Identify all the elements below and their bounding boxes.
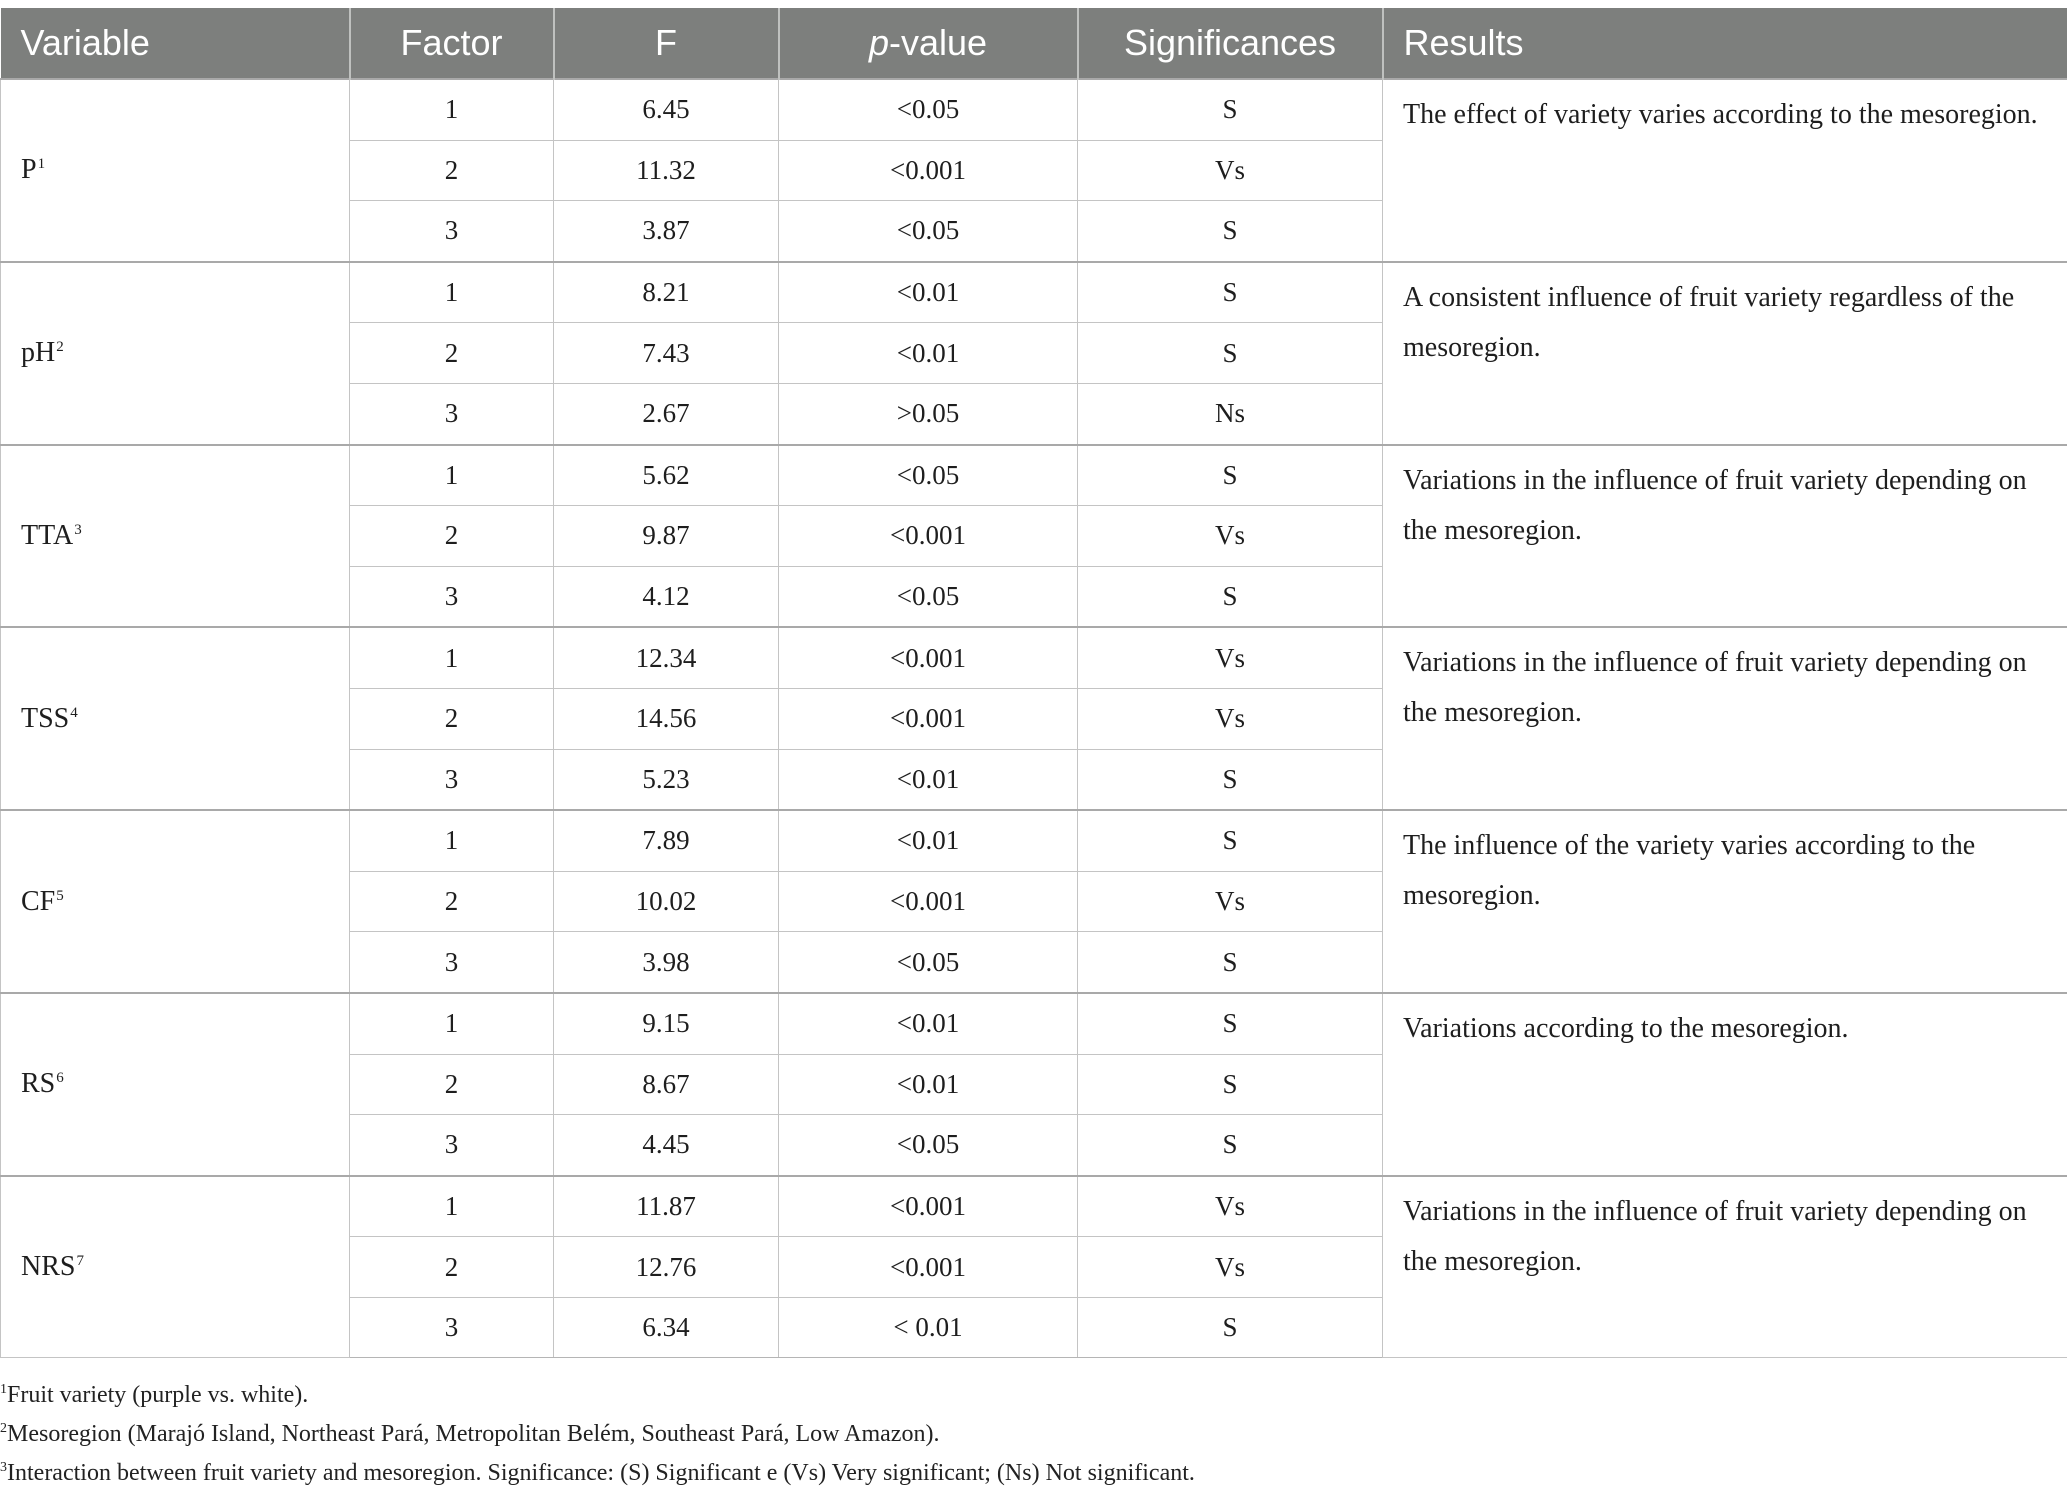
cell-f-value: 6.34: [554, 1297, 779, 1358]
cell-significance: Vs: [1078, 871, 1383, 932]
cell-factor: 3: [350, 383, 554, 444]
cell-factor: 3: [350, 201, 554, 262]
cell-factor: 1: [350, 627, 554, 688]
variable-name: NRS: [21, 1251, 76, 1283]
cell-f-value: 9.87: [554, 506, 779, 567]
cell-p-value: <0.05: [779, 79, 1078, 140]
header-significances: Significances: [1078, 8, 1383, 79]
variable-footnote-mark: 5: [56, 887, 64, 904]
cell-factor: 2: [350, 506, 554, 567]
variable-name: TSS: [21, 702, 70, 734]
cell-f-value: 5.62: [554, 445, 779, 506]
variable-footnote-mark: 3: [74, 521, 82, 538]
cell-p-value: <0.05: [779, 932, 1078, 993]
cell-significance: Vs: [1078, 1237, 1383, 1298]
cell-f-value: 7.43: [554, 323, 779, 384]
cell-p-value: <0.001: [779, 1176, 1078, 1237]
cell-factor: 1: [350, 262, 554, 323]
cell-p-value: <0.05: [779, 1115, 1078, 1176]
cell-p-value: <0.001: [779, 1237, 1078, 1298]
footnote-text: Interaction between fruit variety and mesoregion. Significance: (S) Significant e (Vs) Very significant; (Ns) Not significant.: [7, 1460, 1195, 1487]
table-row: [1, 445, 2067, 506]
cell-p-value: <0.01: [779, 810, 1078, 871]
cell-factor: 2: [350, 688, 554, 749]
cell-factor: 1: [350, 993, 554, 1054]
cell-p-value: <0.001: [779, 140, 1078, 201]
cell-f-value: 12.76: [554, 1237, 779, 1298]
variable-footnote-mark: 7: [76, 1253, 84, 1270]
cell-variable: [1, 79, 350, 262]
cell-significance: Vs: [1078, 506, 1383, 567]
table-row: [1, 1176, 2067, 1237]
table-row: [1, 79, 2067, 140]
cell-factor: 2: [350, 1054, 554, 1115]
cell-significance: S: [1078, 262, 1383, 323]
header-factor: Factor: [350, 8, 554, 79]
header-p-value-suffix: -value: [888, 22, 988, 63]
cell-significance: S: [1078, 1054, 1383, 1115]
cell-factor: 2: [350, 323, 554, 384]
table-row: [1, 627, 2067, 688]
cell-factor: 1: [350, 445, 554, 506]
cell-variable: [1, 262, 350, 445]
cell-f-value: 8.21: [554, 262, 779, 323]
variable-name: TTA: [21, 519, 74, 551]
cell-p-value: < 0.01: [779, 1297, 1078, 1358]
cell-significance: S: [1078, 323, 1383, 384]
cell-f-value: 11.32: [554, 140, 779, 201]
cell-f-value: 12.34: [554, 627, 779, 688]
cell-factor: 3: [350, 566, 554, 627]
cell-factor: 3: [350, 749, 554, 810]
variable-name: RS: [21, 1068, 56, 1100]
cell-significance: Ns: [1078, 383, 1383, 444]
table-row: [1, 993, 2067, 1054]
table-footnotes: [0, 1370, 2067, 1487]
anova-table-document: [0, 8, 2067, 1487]
anova-results-table: [0, 8, 2067, 1358]
header-p-value-p: p: [868, 22, 889, 63]
cell-significance: S: [1078, 445, 1383, 506]
table-row: [1, 810, 2067, 871]
cell-factor: 3: [350, 1297, 554, 1358]
cell-f-value: 6.45: [554, 79, 779, 140]
cell-significance: S: [1078, 1115, 1383, 1176]
cell-p-value: <0.001: [779, 627, 1078, 688]
variable-name: CF: [21, 885, 56, 917]
cell-variable: [1, 810, 350, 993]
cell-f-value: 3.98: [554, 932, 779, 993]
cell-p-value: <0.001: [779, 871, 1078, 932]
cell-f-value: 5.23: [554, 749, 779, 810]
cell-result: Variations in the influence of fruit variety depending on the mesoregion.: [1383, 445, 2067, 628]
variable-footnote-mark: 6: [56, 1070, 64, 1087]
cell-factor: 2: [350, 140, 554, 201]
cell-factor: 2: [350, 871, 554, 932]
cell-p-value: <0.05: [779, 201, 1078, 262]
cell-significance: S: [1078, 993, 1383, 1054]
cell-f-value: 9.15: [554, 993, 779, 1054]
cell-p-value: <0.01: [779, 1054, 1078, 1115]
cell-variable: [1, 1176, 350, 1358]
cell-p-value: <0.001: [779, 506, 1078, 567]
cell-f-value: 8.67: [554, 1054, 779, 1115]
table-header-row: [1, 8, 2067, 79]
header-f: F: [554, 8, 779, 79]
header-p-value: [779, 8, 1078, 79]
cell-factor: 1: [350, 79, 554, 140]
cell-f-value: 4.45: [554, 1115, 779, 1176]
footnote-text: Mesoregion (Marajó Island, Northeast Pará, Metropolitan Belém, Southeast Pará, Low Amazon).: [7, 1421, 940, 1448]
cell-significance: Vs: [1078, 1176, 1383, 1237]
cell-p-value: >0.05: [779, 383, 1078, 444]
cell-significance: S: [1078, 1297, 1383, 1358]
cell-factor: 3: [350, 932, 554, 993]
cell-f-value: 3.87: [554, 201, 779, 262]
cell-significance: S: [1078, 810, 1383, 871]
cell-f-value: 2.67: [554, 383, 779, 444]
cell-factor: 1: [350, 1176, 554, 1237]
variable-footnote-mark: 2: [56, 339, 64, 356]
cell-significance: S: [1078, 749, 1383, 810]
cell-significance: S: [1078, 79, 1383, 140]
footnote-mark: 1: [0, 1382, 7, 1398]
cell-variable: [1, 445, 350, 628]
cell-factor: 2: [350, 1237, 554, 1298]
cell-f-value: 4.12: [554, 566, 779, 627]
cell-factor: 1: [350, 810, 554, 871]
footnote-mark: 2: [0, 1421, 7, 1437]
cell-result: Variations in the influence of fruit variety depending on the mesoregion.: [1383, 1176, 2067, 1358]
cell-f-value: 10.02: [554, 871, 779, 932]
cell-p-value: <0.05: [779, 445, 1078, 506]
cell-significance: S: [1078, 932, 1383, 993]
footnote: [0, 1448, 2067, 1487]
cell-p-value: <0.01: [779, 262, 1078, 323]
cell-f-value: 11.87: [554, 1176, 779, 1237]
cell-significance: S: [1078, 201, 1383, 262]
table-body: [1, 79, 2067, 1358]
table-row: [1, 262, 2067, 323]
variable-name: P: [21, 154, 37, 186]
cell-factor: 3: [350, 1115, 554, 1176]
cell-significance: Vs: [1078, 688, 1383, 749]
cell-result: A consistent influence of fruit variety regardless of the mesoregion.: [1383, 262, 2067, 445]
cell-variable: [1, 993, 350, 1176]
cell-p-value: <0.01: [779, 749, 1078, 810]
cell-p-value: <0.01: [779, 993, 1078, 1054]
footnote-mark: 3: [0, 1460, 7, 1476]
variable-footnote-mark: 1: [37, 156, 46, 173]
footnote: [0, 1370, 2067, 1409]
variable-footnote-mark: 4: [70, 704, 78, 721]
variable-name: pH: [21, 337, 56, 369]
cell-significance: Vs: [1078, 140, 1383, 201]
cell-p-value: <0.05: [779, 566, 1078, 627]
cell-variable: [1, 627, 350, 810]
header-variable: Variable: [1, 8, 350, 79]
cell-significance: Vs: [1078, 627, 1383, 688]
cell-result: The influence of the variety varies according to the mesoregion.: [1383, 810, 2067, 993]
cell-significance: S: [1078, 566, 1383, 627]
cell-result: Variations in the influence of fruit variety depending on the mesoregion.: [1383, 627, 2067, 810]
cell-result: Variations according to the mesoregion.: [1383, 993, 2067, 1176]
footnote-text: Fruit variety (purple vs. white).: [7, 1382, 309, 1409]
cell-p-value: <0.01: [779, 323, 1078, 384]
cell-result: The effect of variety varies according to the mesoregion.: [1383, 79, 2067, 262]
header-results: Results: [1383, 8, 2067, 79]
cell-f-value: 7.89: [554, 810, 779, 871]
cell-f-value: 14.56: [554, 688, 779, 749]
footnote: [0, 1409, 2067, 1448]
cell-p-value: <0.001: [779, 688, 1078, 749]
